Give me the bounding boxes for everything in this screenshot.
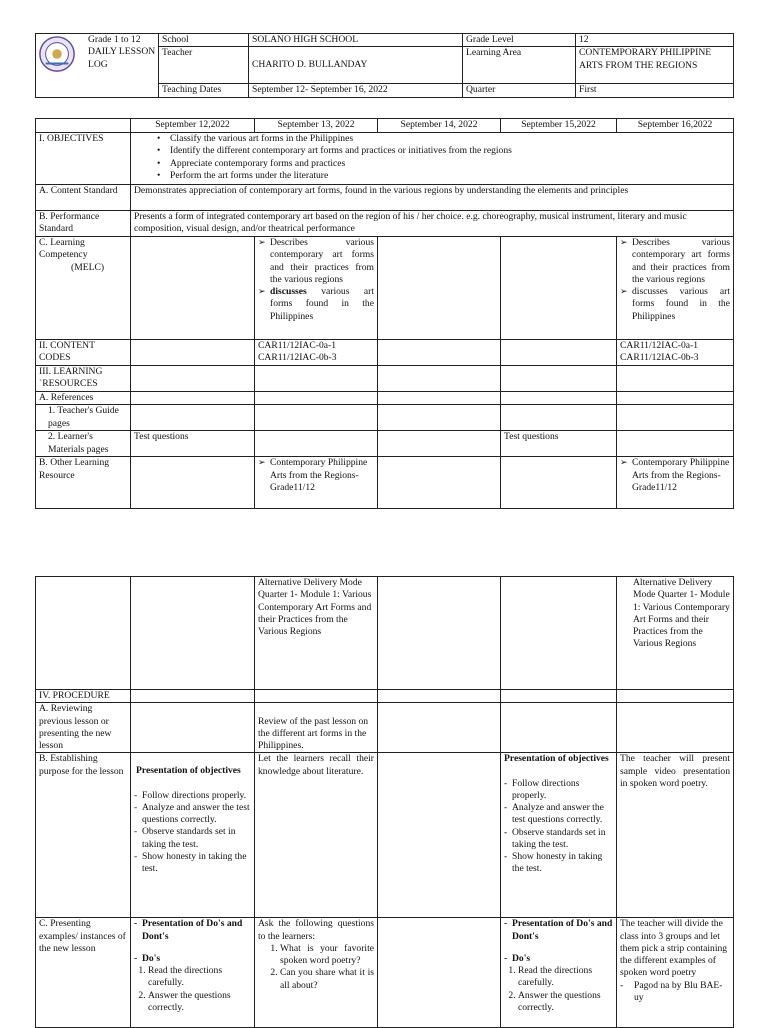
groups-text: The teacher will divide the class into 3 groups and let them pick a strip containing the different examples of spoken word poetry [620, 918, 728, 979]
competency-rest: various art forms found in the Philippines [270, 286, 374, 322]
purpose-day2: Let the learners recall their knowledge about literature. [255, 753, 378, 918]
dos-item: 1. Read the directions carefully. [518, 965, 613, 990]
question-item: 2. Can you share what it is all about? [280, 967, 374, 992]
objectives-title: Presentation of objectives [136, 765, 241, 777]
question-item: 1. What is your favorite spoken word poetry? [280, 943, 374, 968]
purpose-item: - Analyze and answer the test questions correctly. [504, 802, 613, 827]
day-header: September 16,2022 [617, 119, 734, 133]
day-header-row [36, 119, 734, 133]
examples-day4 [501, 918, 617, 1028]
purpose-day1 [131, 753, 255, 918]
teacher-value: CHARITO D. BULLANDAY [249, 47, 463, 84]
area-label: Learning Area [463, 47, 576, 84]
other-day2 [255, 457, 378, 509]
dos-item: 2. Answer the questions correctly. [518, 990, 613, 1015]
lesson-table [35, 118, 734, 509]
lm-day4: Test questions [501, 431, 617, 457]
dos-donts-title: - Presentation of Do's and Dont's [504, 918, 613, 943]
dos-item: 2. Answer the questions correctly. [148, 990, 251, 1015]
dos-donts-title: - Presentation of Do's and Dont's [134, 918, 251, 943]
performance-standard-label: B. Performance Standard [36, 211, 131, 237]
competency-day2 [255, 237, 378, 340]
day-header: September 15,2022 [501, 119, 617, 133]
competency-label: C. Learning Competency [39, 237, 88, 261]
day-header: September 13, 2022 [255, 119, 378, 133]
competency-label-cell [36, 237, 131, 340]
competency-verb: discusses [270, 286, 307, 298]
objectives-list [134, 133, 730, 182]
purpose-item: - Observe standards set in taking the test. [134, 826, 251, 851]
other-day5 [617, 457, 734, 509]
objective-item: • Classify the various art forms in the Philippines [170, 133, 730, 145]
school-label: School [159, 34, 249, 47]
competency-row [36, 237, 734, 340]
resources-continued-row [36, 577, 734, 690]
dos-title: - Do's [134, 953, 251, 965]
competency-day5 [617, 237, 734, 340]
competency-sub: (MELC) [71, 261, 105, 273]
objectives-list-cell [131, 133, 734, 185]
lm-day1: Test questions [131, 431, 255, 457]
review-label: A. Reviewing previous lesson or presenting the new lesson [36, 703, 131, 753]
competency-item: ➢ Describes various contemporary art forms and their practices from the various regions [632, 237, 730, 286]
dates-label: Teaching Dates [159, 84, 249, 97]
examples-intro: Ask the following questions to the learners: [258, 918, 374, 942]
dates-value: September 12- September 16, 2022 [249, 84, 463, 97]
review-row [36, 703, 734, 753]
other-resources-row [36, 457, 734, 509]
examples-label: C. Presenting examples/ instances of the new lesson [36, 918, 131, 1028]
deped-seal-icon [38, 35, 76, 73]
content-codes-row [36, 340, 734, 366]
content-standard-text: Demonstrates appreciation of contemporary art forms, found in the various regions by understanding the elements and principles [131, 185, 734, 211]
code: CAR11/12IAC-0b-3 [258, 352, 337, 364]
grade-range: Grade 1 to 12 [88, 34, 141, 45]
learners-materials-label: 2. Learner's Materials pages [36, 431, 131, 457]
purpose-item: - Follow directions properly. [504, 778, 613, 803]
grade-level-label: Grade Level [463, 34, 576, 47]
purpose-row [36, 753, 734, 918]
dos-title: - Do's [504, 953, 613, 965]
examples-day5 [617, 918, 734, 1028]
quarter-label: Quarter [463, 84, 576, 97]
references-label: A. References [36, 392, 131, 405]
competency-item2 [270, 286, 374, 323]
header-table [35, 33, 734, 98]
performance-standard-row [36, 211, 734, 237]
code: CAR11/12IAC-0b-3 [620, 352, 699, 364]
examples-day1 [131, 918, 255, 1028]
objectives-row [36, 133, 734, 185]
area-value: CONTEMPORARY PHILIPPINE ARTS FROM THE REGIONS [576, 47, 734, 84]
day-header: September 12,2022 [131, 119, 255, 133]
objective-item: • Appreciate contemporary forms and practices [170, 158, 730, 170]
quarter-value: First [576, 84, 734, 97]
learners-materials-row [36, 431, 734, 457]
resources-label: III. LEARNING `RESOURCES [36, 366, 131, 392]
examples-row [36, 918, 734, 1028]
school-value: SOLANO HIGH SCHOOL [249, 34, 463, 47]
performance-standard-text: Presents a form of integrated contemporary art based on the region of his / her choice. e.g. choreography, musical instrument, literary and music composition, visual design, and/or theatrical performance [131, 211, 734, 237]
content-standard-label: A. Content Standard [36, 185, 131, 211]
code: CAR11/12IAC-0a-1 [258, 340, 336, 351]
resources-row [36, 366, 734, 392]
objectives-title: Presentation of objectives [504, 753, 609, 765]
review-day2: Review of the past lesson on the different art forms in the Philippines. [255, 703, 378, 753]
procedure-row [36, 690, 734, 703]
procedure-label: IV. PROCEDURE [36, 690, 131, 703]
day-header: September 14, 2022 [378, 119, 501, 133]
header-logo-cell [36, 34, 159, 98]
references-row [36, 392, 734, 405]
purpose-item: - Show honesty in taking the test. [134, 851, 251, 876]
code: CAR11/12IAC-0a-1 [620, 340, 698, 351]
purpose-item: - Observe standards set in taking the test. [504, 827, 613, 852]
examples-day2 [255, 918, 378, 1028]
header-title-block [88, 34, 158, 71]
content-codes-day2 [255, 340, 378, 366]
content-codes-day5 [617, 340, 734, 366]
resource-item: ➢ Contemporary Philippine Arts from the Regions-Grade11/12 [270, 457, 374, 494]
grade-level-value: 12 [576, 34, 734, 47]
adm-day2: Alternative Delivery Mode Quarter 1- Module 1: Various Contemporary Art Forms and their Practices from the Various Regions [255, 577, 378, 690]
teachers-guide-row [36, 405, 734, 431]
objective-item: • Identify the different contemporary art forms and practices or initiatives from the regions [170, 145, 730, 157]
competency-item: ➢ Describes various contemporary art forms and their practices from the various regions [270, 237, 374, 286]
objective-item: • Perform the art forms under the literature [170, 170, 730, 182]
objectives-label: I. OBJECTIVES [36, 133, 131, 185]
purpose-day4 [501, 753, 617, 918]
competency-item: ➢ discusses various art forms found in the Philippines [632, 286, 730, 323]
log-title: DAILY LESSON LOG [88, 46, 156, 70]
purpose-item: - Follow directions properly. [134, 790, 251, 802]
adm-day5: Alternative Delivery Mode Quarter 1- Module 1: Various Contemporary Art Forms and their Practices from the Various Regions [617, 577, 734, 690]
lesson-table-continued [35, 576, 734, 1028]
purpose-item: - Show honesty in taking the test. [504, 851, 613, 876]
dos-item: 1. Read the directions carefully. [148, 965, 251, 990]
purpose-label: B. Establishing purpose for the lesson [36, 753, 131, 918]
resource-item: ➢ Contemporary Philippine Arts from the Regions-Grade11/12 [632, 457, 730, 494]
teachers-guide-label: 1. Teacher's Guide pages [36, 405, 131, 431]
other-resources-label: B. Other Learning Resource [36, 457, 131, 509]
purpose-day5: The teacher will present sample video presentation in spoken word poetry. [617, 753, 734, 918]
content-standard-row [36, 185, 734, 211]
purpose-item: - Analyze and answer the test questions correctly. [134, 802, 251, 827]
teacher-label: Teacher [159, 47, 249, 84]
content-codes-label: II. CONTENT CODES [36, 340, 131, 366]
poetry-item: - Pagod na by Blu BAE-uy [620, 980, 730, 1005]
